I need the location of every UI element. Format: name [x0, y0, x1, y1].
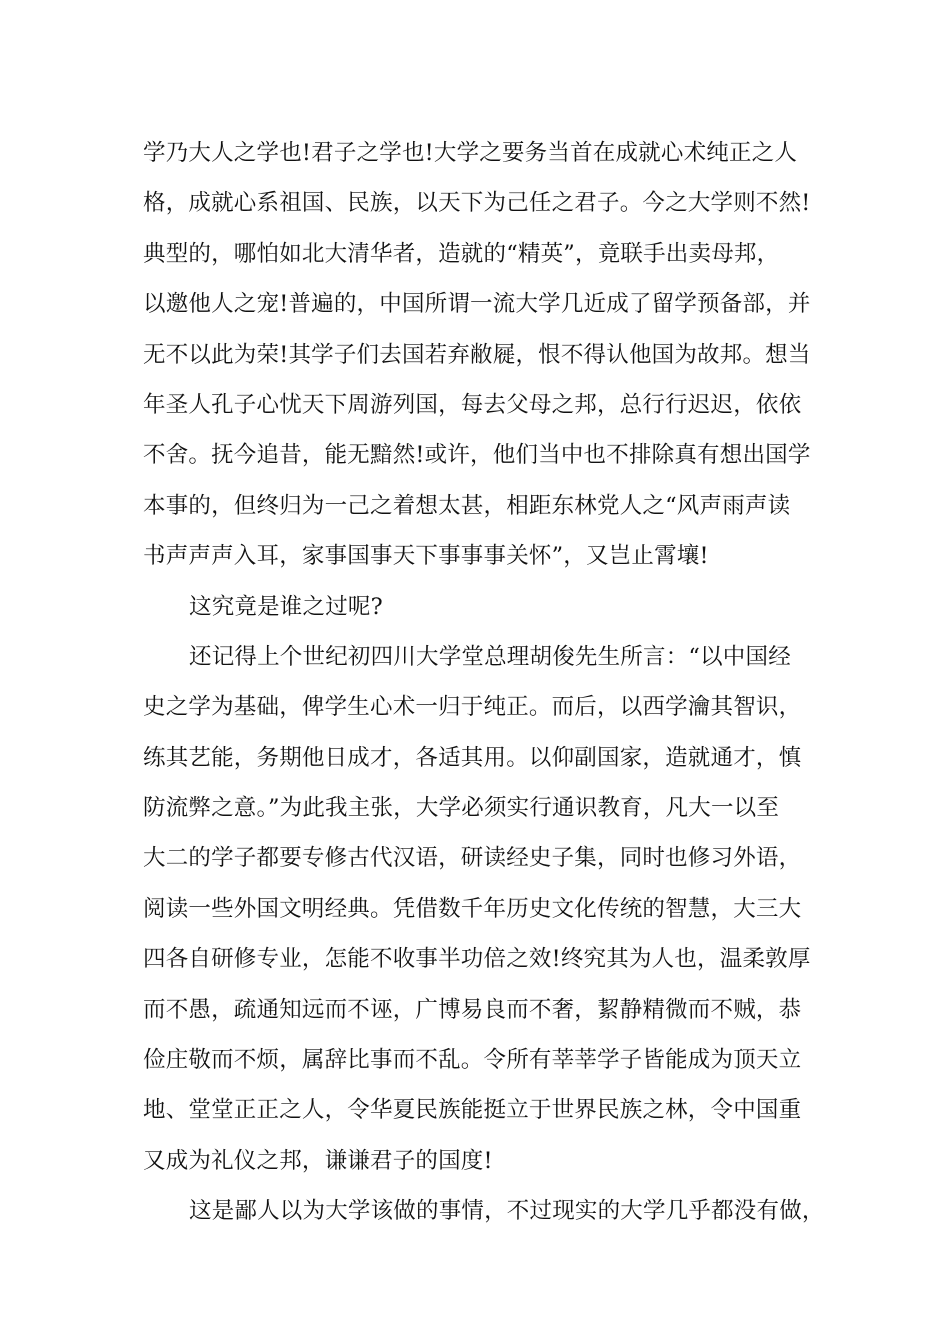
paragraph-line: 俭庄敬而不烦，属辞比事而不乱。令所有莘莘学子皆能成为顶天立	[143, 1047, 802, 1074]
paragraph-line: 还记得上个世纪初四川大学堂总理胡俊先生所言：“以中国经	[189, 643, 791, 670]
paragraph-line: 书声声声入耳，家事国事天下事事事关怀”，又岂止霄壤!	[143, 543, 709, 570]
paragraph-line: 这究竟是谁之过呢?	[189, 593, 383, 620]
paragraph-line: 阅读一些外国文明经典。凭借数千年历史文化传统的智慧，大三大	[143, 895, 802, 922]
paragraph-4	[143, 1186, 823, 1236]
paragraph-line: 这是鄙人以为大学该做的事情，不过现实的大学几乎都没有做，	[189, 1198, 825, 1225]
paragraph-2	[143, 582, 823, 632]
paragraph-line: 不舍。抚今追昔，能无黯然!或许，他们当中也不排除真有想出国学	[143, 442, 811, 469]
paragraph-line: 地、堂堂正正之人，令华夏民族能挺立于世界民族之林，令中国重	[143, 1097, 802, 1124]
paragraph-3	[143, 632, 823, 1186]
document-body	[143, 128, 823, 1237]
paragraph-1	[143, 128, 823, 582]
paragraph-line: 又成为礼仪之邦，谦谦君子的国度!	[143, 1147, 493, 1174]
paragraph-line: 无不以此为荣!其学子们去国若弃敝屣，恨不得认他国为故邦。想当	[143, 341, 811, 368]
paragraph-line: 四各自研修专业，怎能不收事半功倍之效!终究其为人也，温柔敦厚	[143, 946, 811, 973]
paragraph-line: 学乃大人之学也!君子之学也!大学之要务当首在成就心术纯正之人	[143, 140, 798, 166]
paragraph-line: 练其艺能，务期他日成才，各适其用。以仰副国家，造就通才，慎	[143, 744, 802, 771]
paragraph-line: 大二的学子都要专修古代汉语，研读经史子集，同时也修习外语，	[143, 845, 802, 872]
paragraph-line: 年圣人孔子心忧天下周游列国，每去父母之邦，总行行迟迟，依依	[143, 391, 802, 418]
paragraph-line: 史之学为基础，俾学生心术一归于纯正。而后，以西学瀹其智识，	[143, 694, 802, 721]
paragraph-line: 防流弊之意。”为此我主张，大学必须实行通识教育，凡大一以至	[143, 795, 780, 822]
paragraph-line: 而不愚，疏通知远而不诬，广博易良而不奢，絜静精微而不贼，恭	[143, 996, 802, 1023]
paragraph-line: 格，成就心系祖国、民族，以天下为己任之君子。今之大学则不然!	[143, 190, 811, 217]
paragraph-line: 本事的，但终归为一己之着想太甚，相距东林党人之“风声雨声读	[143, 492, 791, 519]
paragraph-line: 典型的，哪怕如北大清华者，造就的“精英”，竟联手出卖母邦，	[143, 240, 780, 267]
paragraph-line: 以邀他人之宠!普遍的，中国所谓一流大学几近成了留学预备部，并	[143, 291, 811, 318]
